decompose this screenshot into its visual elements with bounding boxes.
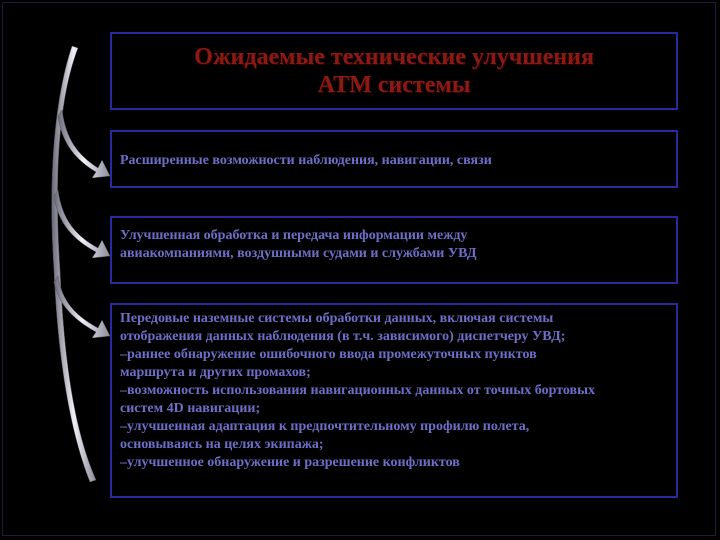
item-box-ground-systems [110,303,678,498]
arrow-spine-icon [52,46,96,482]
arrow-branch-2-icon [54,190,110,258]
item-1-text: Расширенные возможности наблюдения, навигации, связи [120,153,492,168]
item-box-surveillance [110,130,678,188]
item-3-line: Передовые наземные системы обработки данных, включая системы [120,311,554,326]
curved-arrows-graphic [44,40,110,500]
item-3-line: отображения данных наблюдения (в т.ч. зависимого) диспетчеру УВД; [120,329,566,344]
item-3-line: –раннее обнаружение ошибочного ввода промежуточных пунктов [120,347,537,362]
item-3-line: –возможность использования навигационных данных от точных бортовых [120,383,596,398]
item-3-line: маршрута и других промахов; [120,365,311,380]
item-2-line-1: Улучшенная обработка и передача информации между [120,228,468,243]
item-2-line-2: авиакомпаниями, воздушными судами и службами УВД [120,246,477,261]
item-box-information-exchange [110,216,678,284]
title-line-1: Ожидаемые технические улучшения [194,44,594,70]
item-3-line: –улучшенная адаптация к предпочтительному профилю полета, [120,419,530,434]
title-line-2: ATM системы [317,72,471,98]
item-3-line: –улучшенное обнаружение и разрешение конфликтов [120,455,460,470]
item-3-line: основываясь на целях экипажа; [120,437,324,452]
title-box [110,32,678,110]
item-3-line: систем 4D навигации; [120,401,261,416]
arrow-branch-1-icon [58,110,110,178]
